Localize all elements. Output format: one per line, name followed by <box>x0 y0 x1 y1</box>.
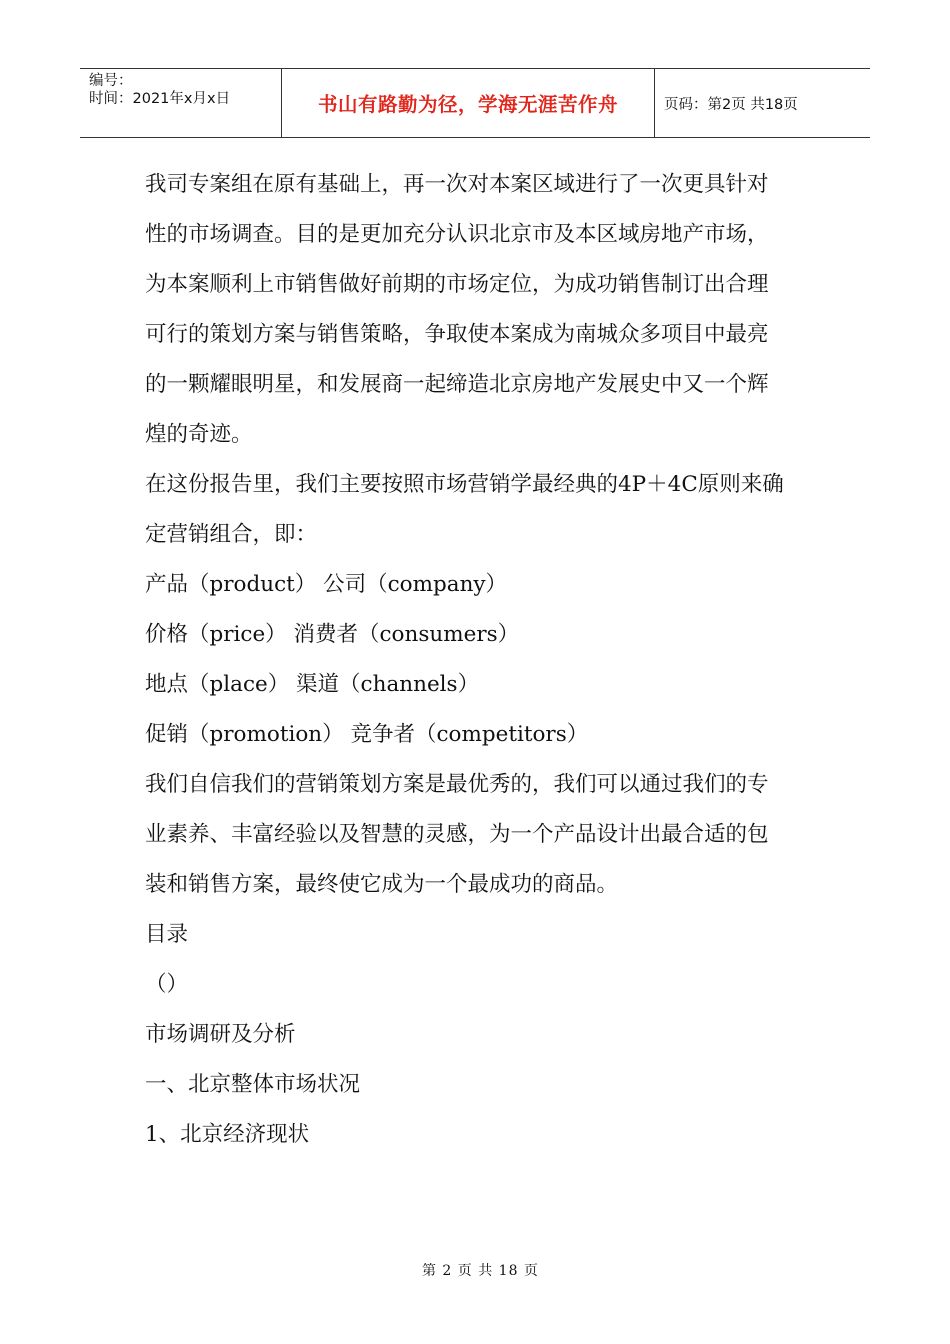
body-line: 我司专案组在原有基础上，再一次对本案区域进行了一次更具针对 <box>145 172 769 197</box>
footer-page-number: 第 2 页 共 18 页 <box>421 1263 539 1279</box>
header-page-info-cell <box>655 69 870 137</box>
document-number-label: 编号： <box>89 73 133 89</box>
header-motto: 书山有路勤为径，学海无涯苦作舟 <box>317 93 618 116</box>
page-footer <box>0 1244 950 1280</box>
body-line: 性的市场调查。目的是更加充分认识北京市及本区域房地产市场， <box>145 222 769 247</box>
body-line: 我们自信我们的营销策划方案是最优秀的，我们可以通过我们的专 <box>145 772 769 797</box>
marketing-mix-line: 产品（product） 公司（company） <box>145 572 508 597</box>
header-meta <box>80 69 282 137</box>
section-heading: 市场调研及分析 <box>145 1022 296 1047</box>
body-line: 定营销组合，即： <box>145 522 318 547</box>
header-page-info: 页码：第2页 共18页 <box>664 96 798 113</box>
section-heading: 一、北京整体市场状况 <box>145 1072 361 1097</box>
body-line: 业素养、丰富经验以及智慧的灵感，为一个产品设计出最合适的包 <box>145 822 769 847</box>
header-motto-cell <box>282 69 655 137</box>
toc-placeholder: （） <box>145 972 189 997</box>
toc-heading: 目录 <box>145 922 189 947</box>
marketing-mix-line: 价格（price） 消费者（consumers） <box>145 622 520 647</box>
marketing-mix-line: 地点（place） 渠道（channels） <box>145 672 480 697</box>
marketing-mix-line: 促销（promotion） 竞争者（competitors） <box>145 722 589 747</box>
body-line: 在这份报告里，我们主要按照市场营销学最经典的4P＋4C原则来确 <box>145 472 784 497</box>
document-body <box>145 160 825 1160</box>
body-line: 的一颗耀眼明星，和发展商一起缔造北京房地产发展史中又一个辉 <box>145 372 769 397</box>
body-line: 装和销售方案，最终使它成为一个最成功的商品。 <box>145 872 619 897</box>
document-date-label: 时间：2021年x月x日 <box>89 91 231 107</box>
body-line: 为本案顺利上市销售做好前期的市场定位，为成功销售制订出合理 <box>145 272 769 297</box>
subsection-heading: 1、北京经济现状 <box>145 1122 310 1147</box>
page-header <box>80 68 870 138</box>
body-line: 煌的奇迹。 <box>145 422 253 447</box>
body-line: 可行的策划方案与销售策略，争取使本案成为南城众多项目中最亮 <box>145 322 769 347</box>
